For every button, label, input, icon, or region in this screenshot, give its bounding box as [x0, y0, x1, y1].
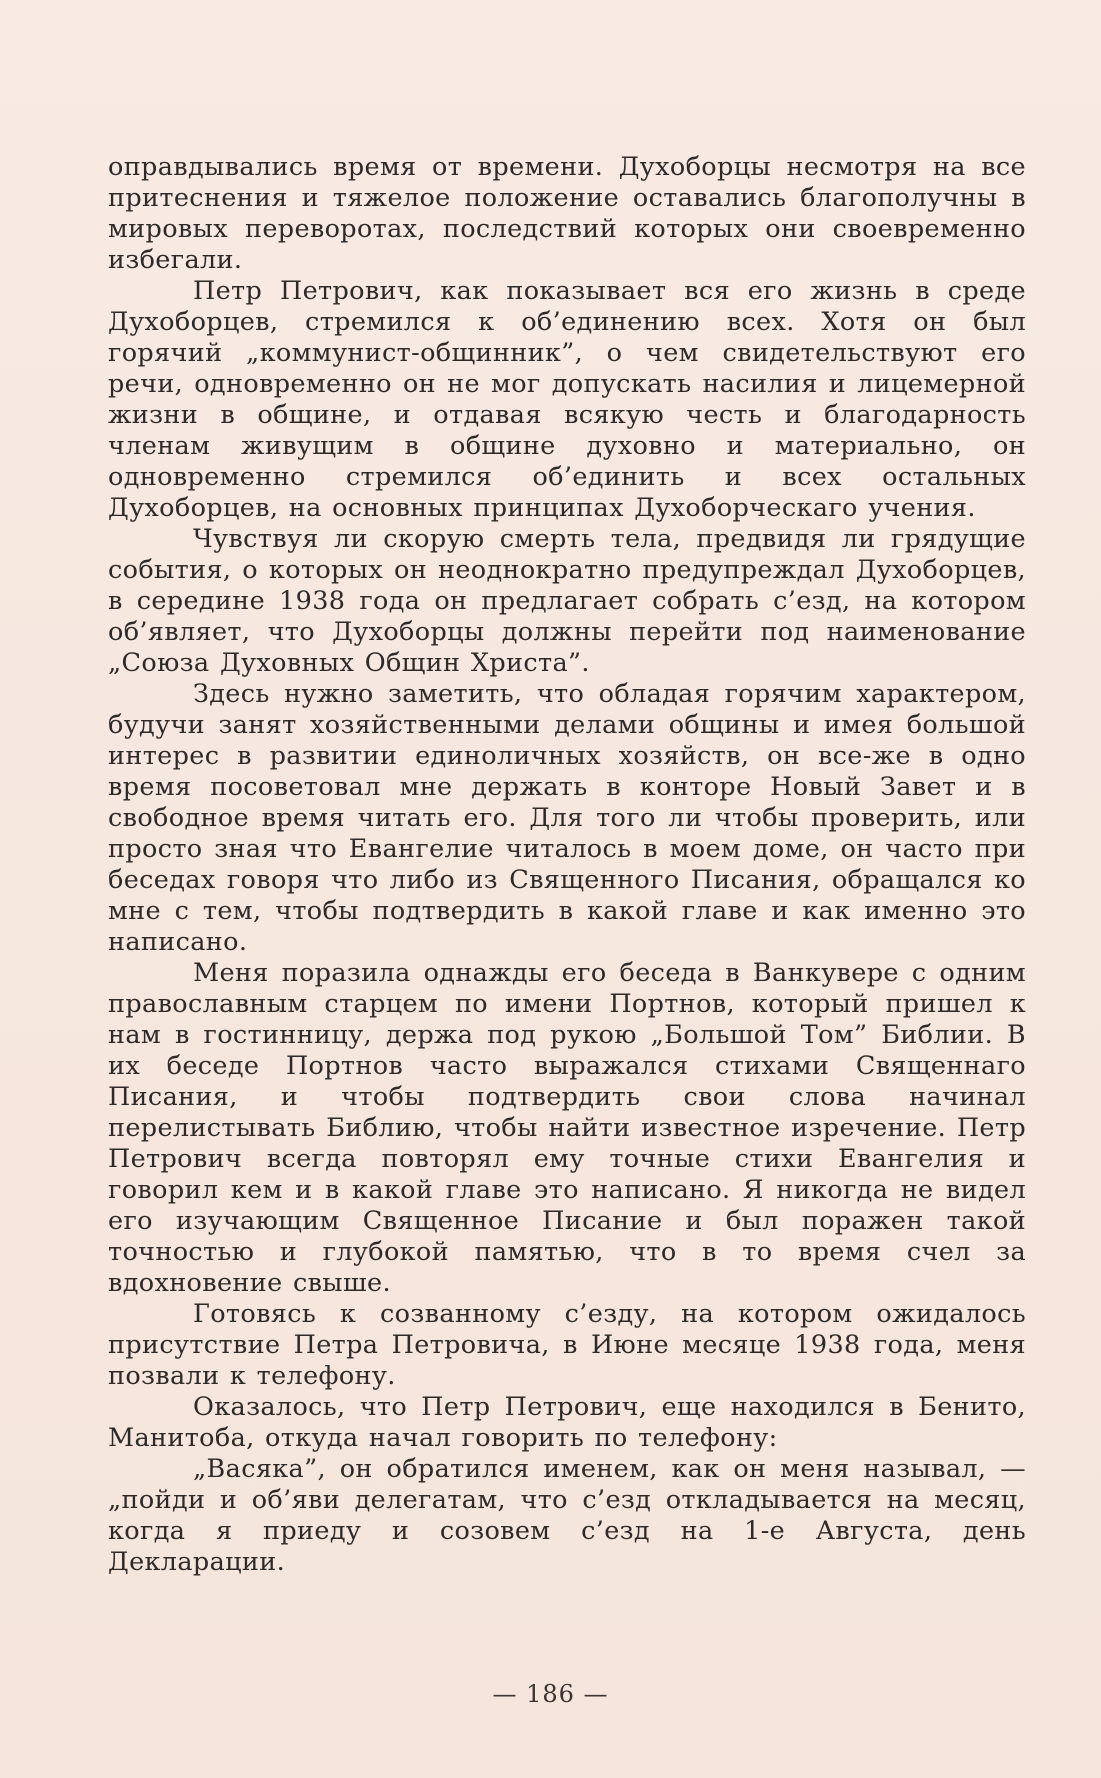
paragraph-4: Здесь нужно заметить, что обладая горячим характером, будучи занят хозяйственными делами общины и имея большой интерес в развитии единоличных хозяйств, он все-же в одно время посоветовал мне держать в конторе Новый Завет и в свободное время читать его. Для того ли чтобы проверить, или просто зная что Евангелие читалось в моем доме, он часто при беседах говоря что либо из Священного Писания, обращался ко мне с тем, чтобы подтвердить в какой главе и как именно это написано. — [108, 679, 1026, 957]
paragraph-3: Чувствуя ли скорую смерть тела, предвидя ли грядущие события, о которых он неоднократно предупреждал Духоборцев, в середине 1938 года он предлагает собрать с’езд, на котором об’являет, что Духоборцы должны перейти под наименование „Союза Духовных Общин Христа”. — [108, 524, 1026, 678]
body-text — [108, 152, 1026, 1578]
paragraph-1: оправдывались время от времени. Духоборцы несмотря на все притеснения и тяжелое положение оставались благополучны в мировых переворотах, последствий которых они своевременно избегали. — [108, 152, 1026, 275]
paragraph-6: Готовясь к созванному с’езду, на котором ожидалось присутствие Петра Петровича, в Июне месяце 1938 года, меня позвали к телефону. — [108, 1299, 1026, 1391]
paragraph-7: Оказалось, что Петр Петрович, еще находился в Бенито, Манитоба, откуда начал говорить по телефону: — [108, 1392, 1026, 1453]
paragraph-8: „Васяка”, он обратился именем, как он меня называл, —„пойди и об’яви делегатам, что с’езд откладывается на месяц, когда я приеду и созовем с’езд на 1-е Августа, день Декларации. — [108, 1454, 1026, 1577]
page-number: — 186 — — [492, 1680, 609, 1708]
paragraph-2: Петр Петрович, как показывает вся его жизнь в среде Духоборцев, стремился к об’единению всех. Хотя он был горячий „коммунист-общинник”, о чем свидетельствуют его речи, одновременно он не мог допускать насилия и лицемерной жизни в общине, и отдавая всякую честь и благодарность членам живущим в общине духовно и материально, он одновременно стремился об’единить и всех остальных Духоборцев, на основных принципах Духоборческаго учения. — [108, 276, 1026, 523]
paragraph-5: Меня поразила однажды его беседа в Ванкувере с одним православным старцем по имени Портнов, который пришел к нам в гостинницу, держа под рукою „Большой Том” Библии. В их беседе Портнов часто выражался стихами Священнаго Писания, и чтобы подтвердить свои слова начинал перелистывать Библию, чтобы найти известное изречение. Петр Петрович всегда повторял ему точные стихи Евангелия и говорил кем и в какой главе это написано. Я никогда не видел его изучающим Священное Писание и был поражен такой точностью и глубокой памятью, что в то время счел за вдохновение свыше. — [108, 958, 1026, 1298]
